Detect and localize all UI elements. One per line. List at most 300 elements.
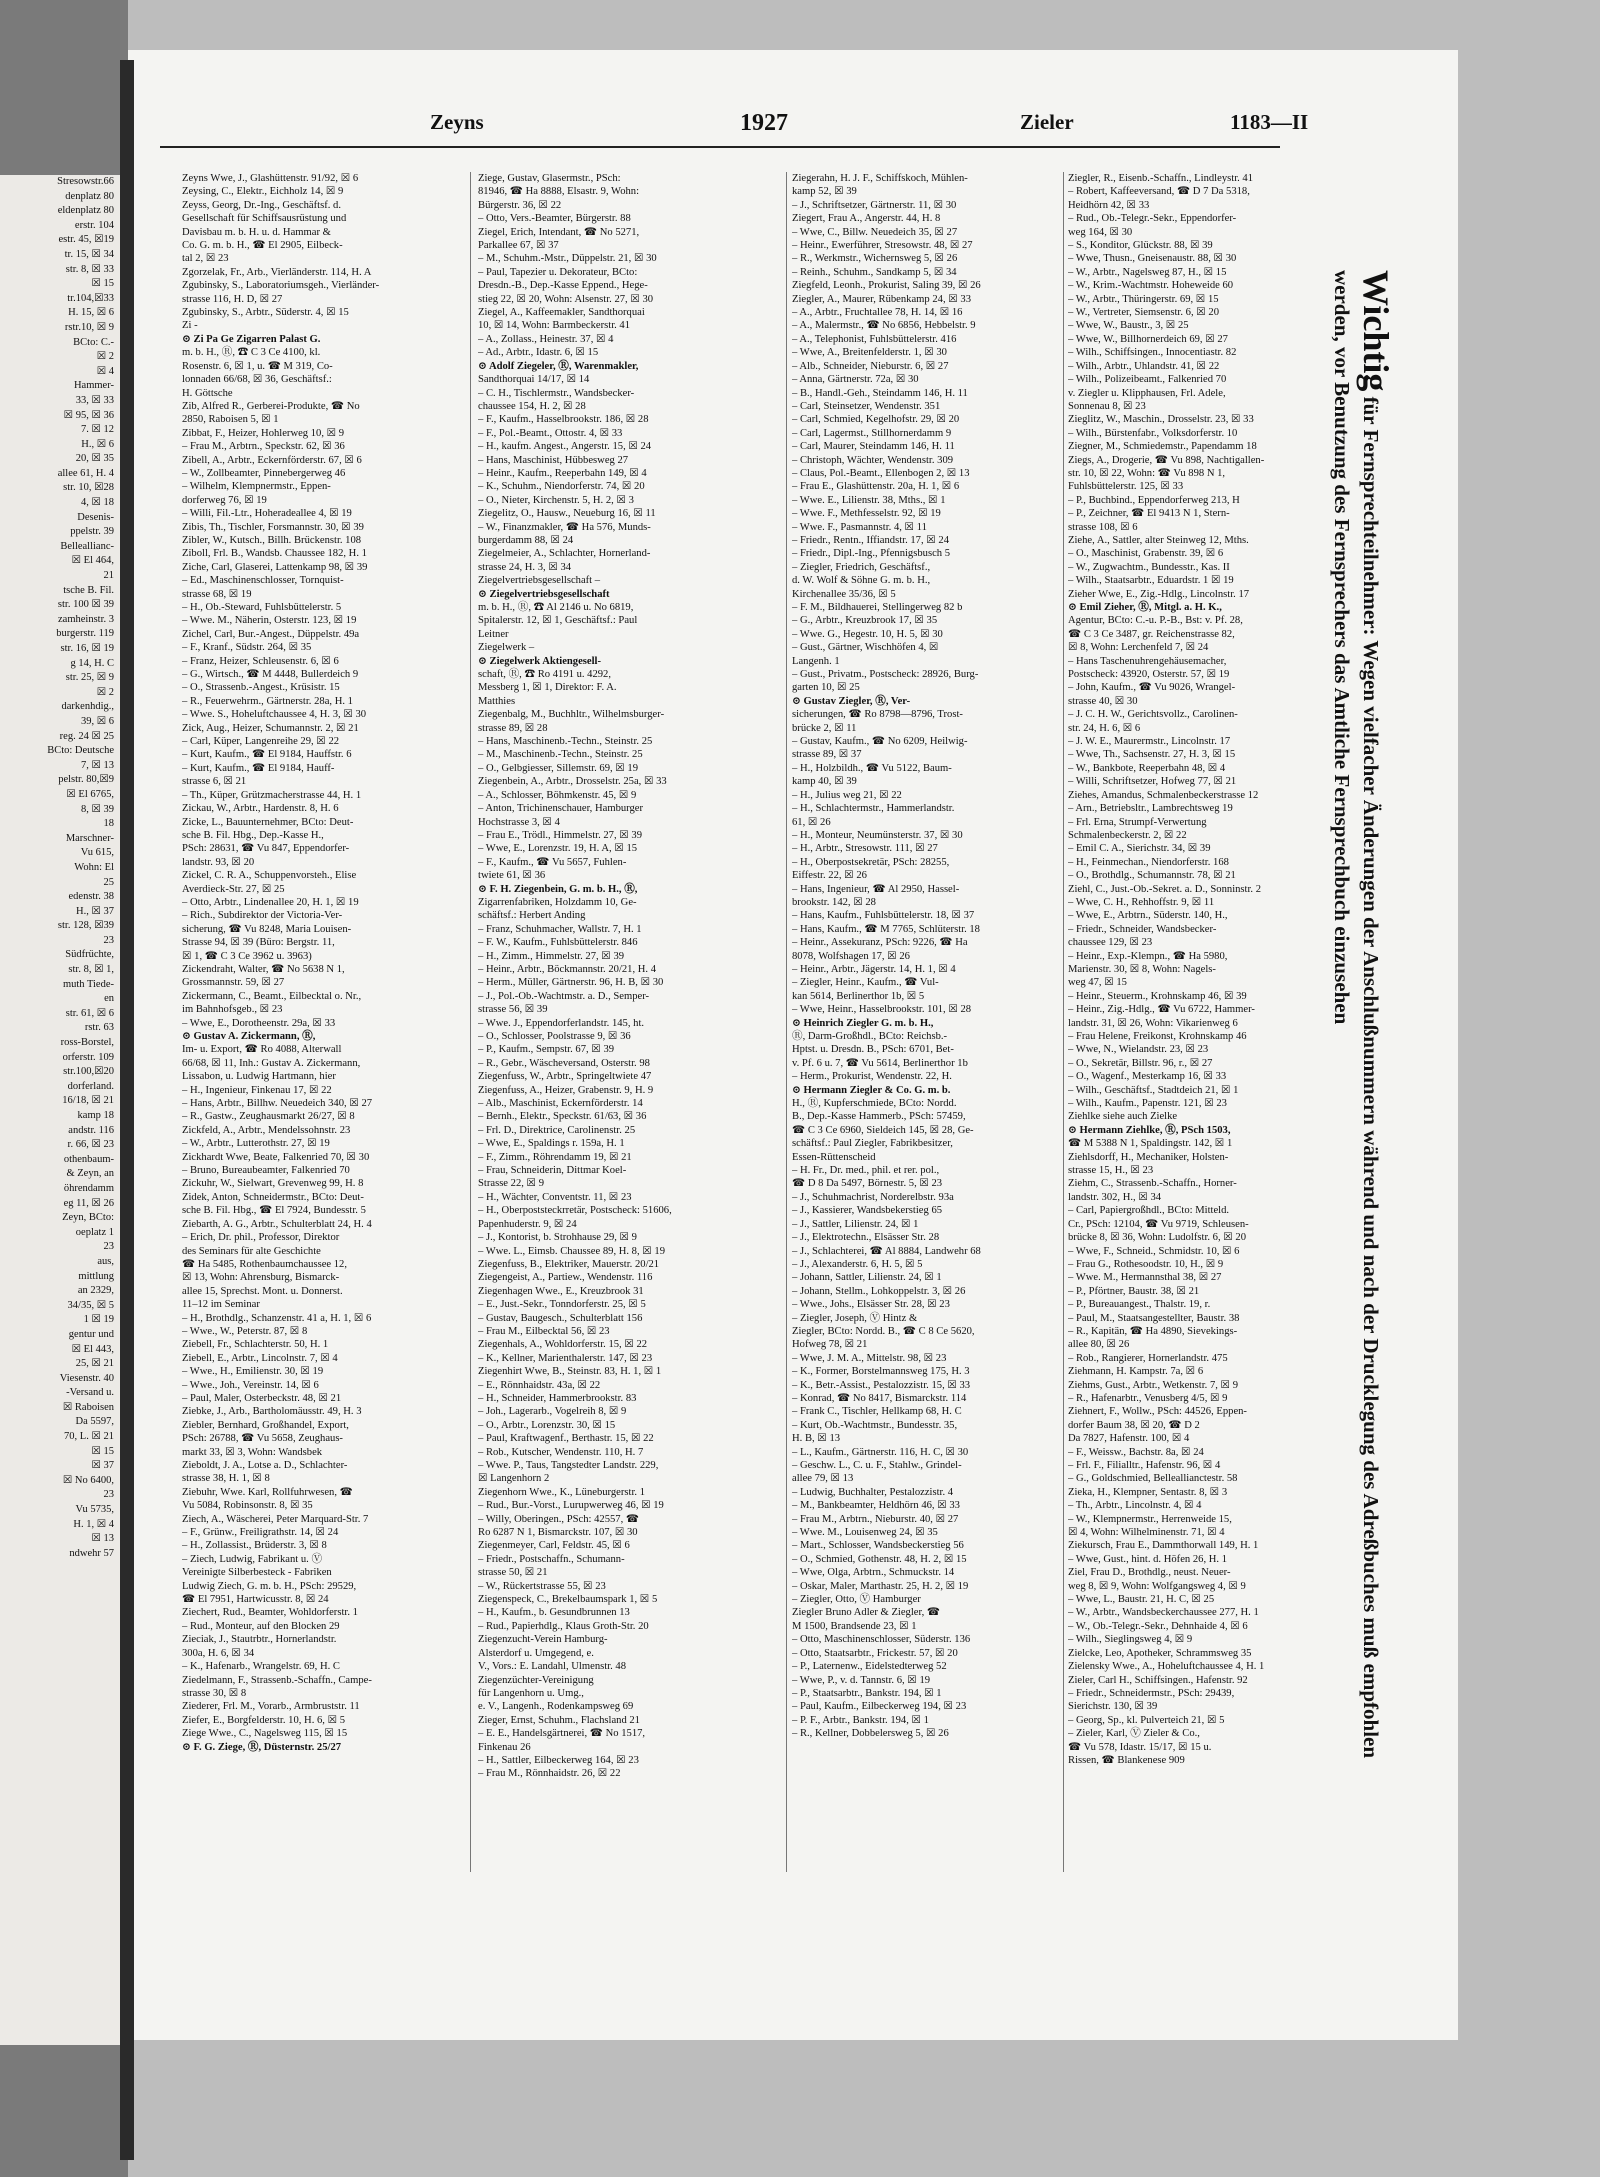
header-first-entry: Zeyns	[430, 110, 484, 134]
directory-entry-line: strasse 68, ☒ 19	[182, 588, 252, 600]
directory-entry-line: – Ludwig, Buchhalter, Pestalozzistr. 4	[792, 1486, 954, 1498]
directory-entry-line: – Wwe, Heinr., Hasselbrookstr. 101, ☒ 28	[792, 1004, 972, 1016]
previous-page-fragment: Südfrüchte,	[65, 949, 114, 961]
directory-entry-line: 81946, ☎ Ha 8888, Elsastr. 9, Wohn:	[478, 186, 640, 198]
directory-entry-line: Zgorzelak, Fr., Arb., Vierländerstr. 114, H. A	[182, 266, 372, 278]
directory-entry-line: – J., Sattler, Lilienstr. 24, ☒ 1	[792, 1218, 919, 1230]
directory-entry-line: strasse 38, H. 1, ☒ 8	[182, 1473, 270, 1485]
directory-entry-line: – Wwe. J., Eppendorferlandstr. 145, ht.	[478, 1017, 645, 1029]
directory-entry-line: – Carl, Maurer, Steindamm 146, H. 11	[792, 441, 955, 453]
directory-entry-line: – Wwe, N., Wielandstr. 23, ☒ 23	[1068, 1044, 1209, 1056]
previous-page-fragment: reg. 24 ☒ 25	[59, 730, 114, 742]
directory-entry-line: Ziedelmann, F., Strassenb.-Schaffn., Campe-	[182, 1674, 372, 1686]
directory-entry-line: – H., Kaufm., b. Gesundbrunnen 13	[478, 1607, 630, 1619]
directory-entry-line: ⊙ Hermann Ziehlke, Ⓡ, PSch 1503,	[1068, 1124, 1231, 1136]
directory-entry-line: – Frau M., Rönnhaidstr. 26, ☒ 22	[478, 1768, 621, 1780]
directory-entry-line: – R., Gebr., Wäscheversand, Osterstr. 98	[478, 1057, 650, 1069]
directory-entry-line: – Wwe, E., Arbtrn., Süderstr. 140, H.,	[1068, 910, 1228, 922]
directory-entry-line: – Frau M., Arbtrn., Nieburstr. 40, ☒ 27	[792, 1513, 959, 1525]
directory-entry-line: – Wilh., Arbtr., Uhlandstr. 41, ☒ 22	[1068, 360, 1220, 372]
directory-entry-line: Ziehlke siehe auch Zielke	[1068, 1111, 1178, 1123]
directory-entry-line: Zickau, W., Arbtr., Hardenstr. 8, H. 6	[182, 803, 339, 815]
directory-entry-line: Ziegler Bruno Adler & Ziegler, ☎	[792, 1607, 941, 1619]
previous-page-fragment: 23	[103, 1241, 114, 1253]
directory-entry-line: – Wwe. F., Methfesselstr. 92, ☒ 19	[792, 508, 941, 520]
directory-entry-line: Ziegenfuss, A., Heizer, Grabenstr. 9, H. 9	[478, 1084, 654, 1096]
directory-entry-line: Dresdn.-B., Dep.-Kasse Eppend., Hege-	[478, 280, 648, 292]
directory-entry-line: – Hans, Maschinist, Hübbesweg 27	[478, 454, 629, 466]
directory-entry-line: – J., Schlachterei, ☎ Al 8884, Landwehr 68	[792, 1245, 981, 1257]
directory-entry-line: – P. F., Arbtr., Bankstr. 194, ☒ 1	[792, 1714, 929, 1726]
directory-entry-line: Eiffestr. 22, ☒ 26	[792, 870, 867, 882]
previous-page-fragment: Hammer-	[73, 380, 114, 392]
directory-entry-line: – Willi, Schriftsetzer, Hofweg 77, ☒ 21	[1068, 776, 1237, 788]
directory-entry-line: Zibell, A., Arbtr., Eckernförderstr. 67, ☒ 6	[182, 454, 362, 466]
directory-entry-line: – Wwe, E., Spaldings r. 159a, H. 1	[478, 1138, 625, 1150]
directory-entry-line: – O., Maschinist, Grabenstr. 39, ☒ 6	[1068, 548, 1224, 560]
directory-entry-line: PSch: 28631, ☎ Vu 847, Eppendorfer-	[182, 843, 350, 855]
directory-entry-line: 8078, Wolfshagen 17, ☒ 26	[792, 950, 910, 962]
directory-entry-line: Ziehnert, F., Wollw., PSch: 44526, Eppen-	[1068, 1406, 1247, 1418]
directory-entry-line: – Frl. Erna, Strumpf-Verwertung	[1068, 816, 1207, 828]
directory-entry-line: – Frau M., Arbtrn., Speckstr. 62, ☒ 36	[182, 441, 345, 453]
directory-entry-line: – B., Handl.-Geh., Steindamm 146, H. 11	[792, 387, 968, 399]
directory-entry-line: – R., Hafenarbtr., Venusberg 4/5, ☒ 9	[1068, 1392, 1228, 1404]
directory-entry-line: – Erich, Dr. phil., Professor, Direktor	[182, 1232, 340, 1244]
directory-entry-line: – Wwe, W., Baustr., 3, ☒ 25	[1068, 320, 1189, 332]
previous-page-fragment: eldenplatz 80	[57, 205, 114, 217]
directory-entry-line: Langenh. 1	[792, 655, 840, 667]
directory-entry-line: – Hans, Ingenieur, ☎ Al 2950, Hassel-	[792, 883, 960, 895]
directory-entry-line: 300a, H. 6, ☒ 34	[182, 1647, 255, 1659]
directory-entry-line: – C. H., Tischlermstr., Wandsbecker-	[478, 387, 635, 399]
previous-page-fragment: mittlung	[78, 1270, 114, 1282]
directory-entry-line: ⊙ Ziegelvertriebsgesellschaft	[478, 588, 610, 600]
previous-page-fragment: ☒ 2	[96, 351, 114, 363]
directory-entry-line: – Paul, M., Staatsangestellter, Baustr. 38	[1068, 1312, 1240, 1324]
directory-entry-line: – Georg, Sp., kl. Pulverteich 21, ☒ 5	[1068, 1714, 1225, 1726]
directory-entry-line: – F. W., Kaufm., Fuhlsbüttelerstr. 846	[478, 937, 638, 949]
directory-entry-line: – Rud., Monteur, auf den Blocken 29	[182, 1620, 340, 1632]
previous-page-fragment: str. 25, ☒ 9	[65, 672, 114, 684]
directory-entry-line: – J., Elektrotechn., Elsässer Str. 28	[792, 1232, 940, 1244]
directory-entry-line: brücke 8, ☒ 36, Wohn: Ludolfstr. 6, ☒ 20	[1068, 1232, 1247, 1244]
previous-page-fragment: Vu 5735,	[75, 1504, 114, 1516]
directory-entry-line: Ziegenfuss, W., Arbtr., Springeltwiete 47	[478, 1071, 652, 1083]
directory-entry-line: – Claus, Pol.-Beamt., Ellenbogen 2, ☒ 13	[792, 467, 970, 479]
directory-entry-line: Ziegfeld, Leonh., Prokurist, Saling 39, ☒ 26	[792, 280, 981, 292]
directory-entry-line: Ziegenspeck, C., Brekelbaumspark 1, ☒ 5	[478, 1594, 658, 1606]
directory-entry-line: H. Göttsche	[182, 387, 233, 399]
directory-entry-line: allee 15, Sprechst. Mont. u. Donnerst.	[182, 1285, 343, 1297]
directory-entry-line: ☎ D 8 Da 5497, Börnestr. 5, ☒ 23	[792, 1178, 943, 1190]
directory-entry-line: – Heinr., Kaufm., Reeperbahn 149, ☒ 4	[478, 467, 647, 479]
previous-page-fragment: H., ☒ 6	[81, 438, 114, 450]
directory-entry-line: – Willy, Oberingen., PSch: 42557, ☎	[478, 1513, 640, 1525]
directory-entry-line: – H., Schneider, Hammerbrookstr. 83	[478, 1392, 637, 1404]
directory-entry-line: – Johann, Sattler, Lilienstr. 24, ☒ 1	[792, 1272, 942, 1284]
directory-entry-line: – E. E., Handelsgärtnerei, ☎ No 1517,	[478, 1728, 646, 1740]
side-notice-lead: Wichtig	[1356, 270, 1396, 392]
previous-page-fragment: ☒ Raboisen	[62, 1401, 114, 1413]
directory-entry-line: Ziegelvertriebsgesellschaft –	[478, 575, 601, 587]
header-page-number: 1183—II	[1230, 110, 1309, 134]
previous-page-fragment: orferstr. 109	[62, 1051, 114, 1063]
directory-entry-line: Zichel, Carl, Bur.-Angest., Düppelstr. 49a	[182, 628, 360, 640]
directory-entry-line: – Wwe, A., Breitenfelderstr. 1, ☒ 30	[792, 347, 947, 359]
previous-page-fragment: BCto: C.-	[73, 336, 114, 348]
directory-entry-line: – Ziegler, Heinr., Kaufm., ☎ Vul-	[792, 977, 939, 989]
directory-entry-line: Ziegengeist, A., Partiew., Wendenstr. 116	[478, 1272, 653, 1284]
directory-entry-line: – H., Arbtr., Stresowstr. 111, ☒ 27	[792, 843, 938, 855]
directory-entry-line: – O., Arbtr., Lorenzstr. 30, ☒ 15	[478, 1419, 616, 1431]
directory-entry-line: – Hans, Maschinenb.-Techn., Steinstr. 25	[478, 736, 653, 748]
directory-entry-line: – Friedr., Dipl.-Ing., Pfennigsbusch 5	[792, 548, 951, 560]
directory-entry-line: strasse 89, ☒ 37	[792, 749, 862, 761]
directory-entry-line: – H., Oberpoststeckrretär, Postscheck: 51606,	[478, 1205, 672, 1217]
directory-entry-line: – Carl, Papiergroßhdl., BCto: Mitteld.	[1068, 1205, 1230, 1217]
directory-entry-line: – W., Arbtr., Thüringerstr. 69, ☒ 15	[1068, 293, 1219, 305]
directory-entry-line: – Carl, Küper, Langenreihe 29, ☒ 22	[182, 736, 340, 748]
directory-entry-line: Gesellschaft für Schiffsausrüstung und	[182, 213, 347, 225]
previous-page-fragment: 16/18, ☒ 21	[62, 1095, 114, 1107]
previous-page-fragment: 21	[103, 570, 114, 582]
previous-page-fragment: str.100,☒20	[63, 1066, 114, 1078]
directory-entry-line: – Wwe. M., Louisenweg 24, ☒ 35	[792, 1527, 938, 1539]
directory-entry-line: – Friedr., Postschaffn., Schumann-	[478, 1553, 625, 1565]
directory-entry-line: – Carl, Schmied, Kegelhofstr. 29, ☒ 20	[792, 414, 960, 426]
directory-entry-line: Zi -	[182, 320, 198, 332]
directory-entry-line: – H., Sattler, Eilbeckerweg 164, ☒ 23	[478, 1754, 639, 1766]
directory-entry-line: – Willi, Fil.-Ltr., Hoheradeallee 4, ☒ 19	[182, 508, 352, 520]
directory-entry-line: – H., Holzbildh., ☎ Vu 5122, Baum-	[792, 762, 952, 774]
directory-entry-line: Averdieck-Str. 27, ☒ 25	[182, 883, 285, 895]
directory-entry-line: Vu 5084, Robinsonstr. 8, ☒ 35	[182, 1500, 313, 1512]
directory-entry-line: Ziebler, Bernhard, Großhandel, Export,	[182, 1419, 349, 1431]
directory-entry-line: M 1500, Brandsende 23, ☒ 1	[792, 1620, 917, 1632]
directory-entry-line: H. B, ☒ 13	[792, 1433, 841, 1445]
directory-entry-line: Ziegner, M., Schmiedemstr., Papendamm 18	[1068, 441, 1257, 453]
directory-entry-line: ☎ Ha 5485, Rothenbaumchaussee 12,	[182, 1258, 348, 1270]
directory-entry-line: – Ziegler, Joseph, Ⓥ Hintz &	[792, 1312, 918, 1324]
previous-page-fragment: ☒ No 6400,	[62, 1474, 114, 1486]
directory-entry-line: – Wilhelm, Klempnermstr., Eppen-	[182, 481, 331, 493]
directory-entry-line: – Joh., Lagerarb., Vogelreih 8, ☒ 9	[478, 1406, 627, 1418]
previous-page-fragment: Desenis-	[77, 511, 114, 523]
directory-entry-line: – Reinh., Schuhm., Sandkamp 5, ☒ 34	[792, 266, 957, 278]
directory-entry-line: Zieka, H., Klempner, Sentastr. 8, ☒ 3	[1068, 1486, 1228, 1498]
directory-entry-line: – R., Gastw., Zeughausmarkt 26/27, ☒ 8	[182, 1111, 355, 1123]
directory-entry-line: Zieher Wwe, E., Zig.-Hdlg., Lincolnstr. 17	[1068, 588, 1250, 600]
directory-entry-line: Ziechert, Rud., Beamter, Wohldorferstr. 1	[182, 1607, 358, 1619]
directory-entry-line: – Wwe, C. H., Rehhoffstr. 9, ☒ 11	[1068, 896, 1215, 908]
previous-page-fragment: ☒ 95, ☒ 36	[63, 409, 114, 421]
directory-entry-line: – Anton, Trichinenschauer, Hamburger	[478, 803, 644, 815]
directory-entry-line: Ziebarth, A. G., Arbtr., Schulterblatt 24, H. 4	[182, 1218, 372, 1230]
directory-entry-line: – Alb., Maschinist, Eckernförderstr. 14	[478, 1098, 643, 1110]
previous-page-fragment: 25, ☒ 21	[75, 1358, 114, 1370]
directory-column-3	[792, 172, 1054, 1962]
directory-entry-line: – H., kaufm. Angest., Angerstr. 15, ☒ 24	[478, 441, 652, 453]
directory-entry-line: – Heinr., Zig.-Hdlg., ☎ Vu 6722, Hammer-	[1068, 1004, 1255, 1016]
directory-entry-line: Zickfeld, A., Arbtr., Mendelssohnstr. 23	[182, 1124, 351, 1136]
directory-entry-line: – H., Ob.-Steward, Fuhlsbüttelerstr. 5	[182, 602, 342, 613]
directory-entry-line: – H., Wächter, Conventstr. 11, ☒ 23	[478, 1191, 632, 1203]
directory-entry-line: allee 79, ☒ 13	[792, 1473, 854, 1485]
directory-entry-line: – W., Arbtr., Nagelsweg 87, H., ☒ 15	[1068, 266, 1227, 278]
directory-entry-line: Ziehe, A., Sattler, alter Steinweg 12, Mths.	[1068, 534, 1249, 546]
directory-entry-line: ⊙ Adolf Ziegeler, Ⓡ, Warenmakler,	[478, 360, 639, 372]
directory-entry-line: Zielcke, Leo, Apotheker, Schrammsweg 35	[1068, 1647, 1252, 1659]
directory-entry-line: Im- u. Export, ☎ Ro 4088, Alterwall	[182, 1044, 342, 1056]
directory-entry-line: – K., Former, Borstelmannsweg 175, H. 3	[792, 1366, 970, 1378]
directory-entry-line: – Wwe. S., Hoheluftchaussee 4, H. 3, ☒ 30	[182, 709, 367, 721]
directory-entry-line: Zickhardt Wwe, Beate, Falkenried 70, ☒ 30	[182, 1151, 370, 1163]
page-header	[430, 110, 1310, 142]
directory-entry-line: – H., Schlachtermstr., Hammerlandstr.	[792, 803, 955, 815]
directory-entry-line: – Wwe. E., Lilienstr. 38, Mths., ☒ 1	[792, 494, 946, 506]
directory-entry-line: Ziegel, A., Kaffeemakler, Sandthorquai	[478, 307, 645, 319]
directory-entry-line: – Otto, Vers.-Beamter, Bürgerstr. 88	[478, 213, 631, 225]
directory-entry-line: Strasse 94, ☒ 39 (Büro: Bergstr. 11,	[182, 937, 335, 949]
directory-entry-line: – F., Pol.-Beamt., Ottostr. 4, ☒ 33	[478, 427, 623, 439]
directory-entry-line: – H., Monteur, Neumünsterstr. 37, ☒ 30	[792, 829, 963, 841]
directory-entry-line: garten 10, ☒ 25	[792, 682, 860, 694]
directory-entry-line: Ziegelwerk –	[478, 642, 535, 654]
directory-entry-line: Ziegel, Erich, Intendant, ☎ No 5271,	[478, 226, 640, 238]
directory-entry-line: Zibbat, F., Heizer, Hohlerweg 10, ☒ 9	[182, 427, 345, 439]
directory-entry-line: landstr. 31, ☒ 26, Wohn: Vikarienweg 6	[1068, 1017, 1238, 1029]
directory-entry-line: – Rob., Kutscher, Wendenstr. 110, H. 7	[478, 1446, 644, 1458]
directory-entry-line: – Wwe., H., Emilienstr. 30, ☒ 19	[182, 1366, 324, 1378]
directory-entry-line: 10, ☒ 14, Wohn: Barmbeckerstr. 41	[478, 320, 631, 332]
directory-entry-line: – J., Kassierer, Wandsbekerstieg 65	[792, 1205, 943, 1217]
directory-entry-line: schäftsf.: Paul Ziegler, Fabrikbesitzer,	[792, 1138, 953, 1150]
directory-entry-line: – Heinr., Ewerführer, Stresowstr. 48, ☒ 27	[792, 240, 973, 252]
directory-entry-line: – Wwe, Th., Sachsenstr. 27, H. 3, ☒ 15	[1068, 749, 1236, 761]
directory-entry-line: – H., Brothdlg., Schanzenstr. 41 a, H. 1, ☒ 6	[182, 1312, 372, 1324]
directory-entry-line: weg 164, ☒ 30	[1068, 226, 1133, 238]
directory-entry-line: m. b. H., Ⓡ, ☎ C 3 Ce 4100, kl.	[182, 347, 321, 359]
directory-entry-line: weg 8, ☒ 9, Wohn: Wolfgangsweg 4, ☒ 9	[1068, 1580, 1246, 1592]
directory-entry-line: – F., Kaufm., Hasselbrookstr. 186, ☒ 28	[478, 414, 649, 426]
directory-entry-line: Zicke, L., Bauunternehmer, BCto: Deut-	[182, 816, 354, 828]
directory-entry-line: ⊙ Gustav A. Zickermann, Ⓡ,	[182, 1031, 316, 1042]
directory-entry-line: – K., Schuhm., Niendorferstr. 74, ☒ 20	[478, 481, 645, 493]
directory-entry-line: Ziegler, BCto: Nordd. B., ☎ C 8 Ce 5620,	[792, 1325, 975, 1337]
directory-entry-line: – Wwe, Gust., hint. d. Höfen 26, H. 1	[1068, 1553, 1227, 1565]
directory-entry-line: – Frau E., Glashüttenstr. 20a, H. 1, ☒ 6	[792, 481, 960, 493]
directory-entry-line: – Ziegler, Otto, Ⓥ Hamburger	[792, 1594, 921, 1606]
directory-entry-line: ☎ El 7951, Hartwicusstr. 8, ☒ 24	[182, 1594, 329, 1606]
directory-entry-line: – H., Julius weg 21, ☒ 22	[792, 789, 902, 801]
header-last-entry: Zieler	[1020, 110, 1074, 134]
directory-entry-line: – Mart., Schlosser, Wandsbeckerstieg 56	[792, 1540, 964, 1552]
directory-entry-line: – Friedr., Schneidermstr., PSch: 29439,	[1068, 1687, 1235, 1699]
previous-page-fragment: str. 100 ☒ 39	[57, 599, 114, 611]
directory-entry-line: twiete 61, ☒ 36	[478, 870, 546, 882]
directory-entry-line: Ziederer, Frl. M., Vorarb., Armbruststr. 11	[182, 1701, 360, 1713]
directory-entry-line: stieg 22, ☒ 20, Wohn: Alsenstr. 27, ☒ 30	[478, 293, 654, 305]
directory-entry-line: Zgubinsky, S., Arbtr., Süderstr. 4, ☒ 15	[182, 307, 349, 319]
directory-entry-line: Lissabon, u. Ludwig Hartmann, hier	[182, 1071, 336, 1083]
directory-entry-line: allee 80, ☒ 26	[1068, 1339, 1130, 1351]
directory-entry-line: Ziebell, E., Arbtr., Lincolnstr. 7, ☒ 4	[182, 1352, 338, 1364]
directory-entry-line: Zib, Alfred R., Gerberei-Produkte, ☎ No	[182, 400, 360, 412]
directory-entry-line: v. Ziegler u. Klipphausen, Frl. Adele,	[1068, 387, 1226, 399]
previous-page-fragment: tr. 15, ☒ 34	[64, 248, 114, 260]
directory-entry-line: – Oskar, Maler, Marthastr. 25, H. 2, ☒ 19	[792, 1580, 969, 1592]
previous-page-fragment: ☒ 37	[91, 1460, 114, 1472]
directory-entry-line: Ziegert, Frau A., Angerstr. 44, H. 8	[792, 213, 941, 225]
directory-entry-line: Agentur, BCto: C.-u. P.-B., Bst: v. Pf. 28,	[1068, 615, 1243, 627]
directory-entry-line: – F., Kaufm., ☎ Vu 5657, Fuhlen-	[478, 856, 627, 868]
directory-entry-line: strasse 40, ☒ 30	[1068, 695, 1138, 707]
directory-entry-line: – W., Zugwachtm., Bundesstr., Kas. II	[1068, 561, 1230, 573]
directory-entry-line: Ziehl, C., Just.-Ob.-Sekret. a. D., Sonninstr. 2	[1068, 883, 1262, 895]
directory-entry-line: – Carl, Lagermst., Stillhornerdamm 9	[792, 427, 952, 439]
directory-entry-line: – Herm., Müller, Gärtnerstr. 96, H. B, ☒ 30	[478, 977, 664, 989]
directory-entry-line: Sandthorquai 14/17, ☒ 14	[478, 374, 590, 386]
directory-entry-line: Ziegelitz, O., Hausw., Neueburg 16, ☒ 11	[478, 508, 656, 520]
directory-entry-line: – Rich., Subdirektor der Victoria-Ver-	[182, 910, 343, 922]
previous-page-fragment: H., ☒ 37	[76, 905, 114, 917]
directory-entry-line: – K., Hafenarb., Wrangelstr. 69, H. C	[182, 1661, 340, 1673]
previous-page-fragment: 7, ☒ 13	[80, 759, 114, 771]
directory-entry-line: Ⓡ, Darm-Großhdl., BCto: Reichsb.-	[792, 1031, 948, 1042]
previous-page-fragment: str. 8, ☒ 1,	[68, 964, 114, 976]
directory-entry-line: – H., Ingenieur, Finkenau 17, ☒ 22	[182, 1084, 332, 1096]
directory-entry-line: brookstr. 142, ☒ 28	[792, 896, 876, 908]
directory-entry-line: kamp 40, ☒ 39	[792, 776, 857, 788]
directory-entry-line: – P., Bureauangest., Thalstr. 19, r.	[1068, 1299, 1211, 1311]
directory-entry-line: – Frau, Schneiderin, Dittmar Koel-	[478, 1165, 627, 1177]
directory-entry-line: – O., Wagenf., Mesterkamp 16, ☒ 33	[1068, 1071, 1227, 1083]
previous-page-fragment: ☒ El 464,	[71, 555, 114, 567]
directory-entry-line: Finkenau 26	[478, 1741, 531, 1753]
directory-entry-line: lonnaden 66/68, ☒ 36, Geschäftsf.:	[182, 374, 332, 386]
directory-entry-line: – A., Arbtr., Fruchtallee 78, H. 14, ☒ 16	[792, 307, 963, 319]
directory-entry-line: – Bruno, Bureaubeamter, Falkenried 70	[182, 1165, 350, 1177]
directory-entry-line: dorferweg 76, ☒ 19	[182, 494, 267, 506]
directory-entry-line: – H., Feinmechan., Niendorferstr. 168	[1068, 856, 1229, 868]
directory-entry-line: Zeyns Wwe, J., Glashüttenstr. 91/92, ☒ 6	[182, 173, 359, 184]
directory-entry-line: – Carl, Steinsetzer, Wendenstr. 351	[792, 400, 941, 412]
directory-entry-line: für Langenhorn u. Umg.,	[478, 1687, 584, 1699]
directory-entry-line: Messberg 1, ☒ 1, Direktor: F. A.	[478, 682, 617, 694]
directory-entry-line: – Bernh., Elektr., Speckstr. 61/63, ☒ 36	[478, 1111, 647, 1123]
directory-entry-line: ☒ 13, Wohn: Ahrensburg, Bismarck-	[182, 1272, 340, 1284]
directory-entry-line: ☎ C 3 Ce 6960, Sieldeich 145, ☒ 28, Ge-	[792, 1124, 974, 1136]
previous-page-fragment: 8, ☒ 39	[80, 803, 114, 815]
previous-page-fragment: -Versand u.	[66, 1387, 114, 1399]
directory-entry-line: – J., Pol.-Ob.-Wachtmstr. a. D., Semper-	[478, 990, 650, 1002]
previous-page-fragment: H. 15, ☒ 6	[68, 307, 114, 319]
directory-entry-line: Ziege Wwe., C., Nagelsweg 115, ☒ 15	[182, 1728, 348, 1740]
previous-page-fragment: Belleallianc-	[60, 540, 114, 552]
directory-entry-line: PSch: 26788, ☎ Vu 5658, Zeughaus-	[182, 1433, 343, 1445]
directory-entry-line: strasse 89, ☒ 28	[478, 722, 548, 734]
previous-page-fragment: 4, ☒ 18	[80, 497, 114, 509]
previous-page-fragment: ☒ 13	[91, 1533, 114, 1545]
directory-entry-line: Ziegenbalg, M., Buchhltr., Wilhelmsburger-	[478, 709, 665, 721]
directory-entry-line: – Gustav, Kaufm., ☎ No 6209, Heilwig-	[792, 736, 968, 748]
previous-page-fragment: eg 11, ☒ 26	[63, 1197, 114, 1209]
directory-entry-line: str. 24, H. 6, ☒ 6	[1068, 722, 1141, 734]
directory-entry-line: – W., Krim.-Wachtmstr. Hoheweide 60	[1068, 280, 1234, 292]
directory-entry-line: – R., Werkmstr., Wichernsweg 5, ☒ 26	[792, 253, 958, 265]
directory-entry-line: – Wwe. P., Taus, Tangstedter Landstr. 229,	[478, 1460, 659, 1471]
directory-entry-line: – K., Betr.-Assist., Pestalozzistr. 15, ☒ 33	[792, 1379, 971, 1391]
previous-page-fragment: erstr. 104	[74, 219, 114, 231]
previous-page-fragment: str. 16, ☒ 19	[60, 643, 114, 654]
directory-entry-line: – G., Goldschmied, Belleallianctestr. 58	[1068, 1473, 1238, 1485]
directory-entry-line: e. V., Langenh., Rodenkampsweg 69	[478, 1701, 634, 1713]
directory-entry-line: – G., Wirtsch., ☎ M 4448, Bullerdeich 9	[182, 669, 359, 681]
previous-page-fragment: Vu 615,	[80, 847, 114, 859]
directory-entry-line: Ziegerahn, H. J. F., Schiffskoch, Mühlen-	[792, 173, 968, 184]
directory-entry-line: – Wilh., Staatsarbtr., Eduardstr. 1 ☒ 19	[1068, 575, 1234, 587]
directory-entry-line: – O., Brothdlg., Schumannstr. 78, ☒ 21	[1068, 870, 1236, 882]
directory-entry-line: – P., Buchbind., Eppendorferweg 213, H	[1068, 494, 1240, 506]
previous-page-fragment: dorferland.	[67, 1080, 114, 1092]
side-notice-body: für Fernsprechteilnehmer: Wegen vielfacher Änderungen der Anschlußnummern während und nach der Drucklegung des Adreßbuches muß empfohlen werden, vor Benutzung des Fernsprechers das Amtliche Fernsprechbuch einzusehen	[1330, 270, 1383, 1759]
directory-entry-line: H., Ⓡ, Kupferschmiede, BCto: Nordd.	[792, 1098, 957, 1110]
directory-entry-line: Ziegenzüchter-Vereinigung	[478, 1674, 594, 1686]
previous-page-fragment: en	[104, 993, 114, 1005]
previous-page-fragment: ☒ 15	[91, 1445, 114, 1457]
directory-entry-line: Ziech, A., Wäscherei, Peter Marquard-Str. 7	[182, 1513, 369, 1525]
previous-page-fragment: tr.104,☒33	[67, 292, 114, 304]
directory-entry-line: strasse 15, H., ☒ 23	[1068, 1165, 1154, 1177]
directory-entry-line: – Ed., Maschinenschlosser, Tornquist-	[182, 575, 344, 587]
side-notice-text	[1300, 270, 1396, 1810]
directory-entry-line: Ziel, Frau D., Brothdlg., neust. Neuer-	[1068, 1567, 1231, 1579]
directory-entry-line: ☎ C 3 Ce 3487, gr. Reichenstrasse 82,	[1068, 628, 1235, 640]
previous-page-fragment: str. 128, ☒39	[57, 920, 114, 932]
directory-entry-line: – Gustav, Baugesch., Schulterblatt 156	[478, 1312, 643, 1324]
directory-entry-line: – Frau E., Trödl., Himmelstr. 27, ☒ 39	[478, 829, 643, 841]
directory-entry-line: – H. Fr., Dr. med., phil. et rer. pol.,	[792, 1165, 940, 1177]
directory-entry-line: Zibis, Th., Tischler, Forsmannstr. 30, ☒ 39	[182, 521, 364, 533]
directory-entry-line: Ziboll, Frl. B., Wandsb. Chaussee 182, H. 1	[182, 548, 367, 560]
directory-entry-line: Ziegenzucht-Verein Hamburg-	[478, 1634, 608, 1646]
directory-entry-line: 66/68, ☒ 11, Inh.: Gustav A. Zickermann,	[182, 1057, 361, 1069]
directory-entry-line: – Anna, Gärtnerstr. 72a, ☒ 30	[792, 374, 919, 386]
directory-entry-line: ⊙ F. H. Ziegenbein, G. m. b. H., Ⓡ,	[478, 883, 638, 895]
directory-entry-line: 11–12 im Seminar	[182, 1299, 260, 1311]
directory-entry-line: – Robert, Kaffeeversand, ☎ D 7 Da 5318,	[1068, 186, 1250, 198]
directory-entry-line: Papenhuderstr. 9, ☒ 24	[478, 1218, 577, 1230]
directory-entry-line: Zieboldt, J. A., Lotse a. D., Schlachter-	[182, 1460, 348, 1471]
directory-entry-line: Matthies	[478, 695, 516, 707]
directory-entry-line: – Th., Küper, Grützmacherstrasse 44, H. 1	[182, 789, 362, 801]
directory-entry-line: markt 33, ☒ 3, Wohn: Wandsbek	[182, 1446, 323, 1458]
directory-entry-line: – Frau M., Eilbecktal 56, ☒ 23	[478, 1325, 610, 1337]
directory-entry-line: – A., Schlosser, Böhmkenstr. 45, ☒ 9	[478, 789, 637, 801]
directory-entry-line: Alsterdorf u. Umgegend, e.	[478, 1647, 594, 1659]
directory-entry-line: – Friedr., Rentn., Iffiandstr. 17, ☒ 24	[792, 534, 950, 546]
previous-page-fragment: rstr. 63	[84, 1022, 114, 1034]
directory-entry-line: – O., Strassenb.-Angest., Krüsistr. 15	[182, 682, 340, 694]
previous-page-fragment: andstr. 116	[68, 1124, 114, 1136]
directory-entry-line: – W., Finanzmakler, ☎ Ha 576, Munds-	[478, 521, 651, 533]
directory-entry-line: Zick, Aug., Heizer, Schumannstr. 2, ☒ 21	[182, 722, 359, 734]
directory-entry-line: – Wilh., Polizeibeamt., Falkenried 70	[1068, 374, 1227, 386]
directory-entry-line: dorfer Baum 38, ☒ 20, ☎ D 2	[1068, 1419, 1200, 1431]
previous-page-fragment: pelstr. 80,☒9	[58, 774, 114, 786]
previous-page-fragment: 23	[103, 1489, 114, 1501]
